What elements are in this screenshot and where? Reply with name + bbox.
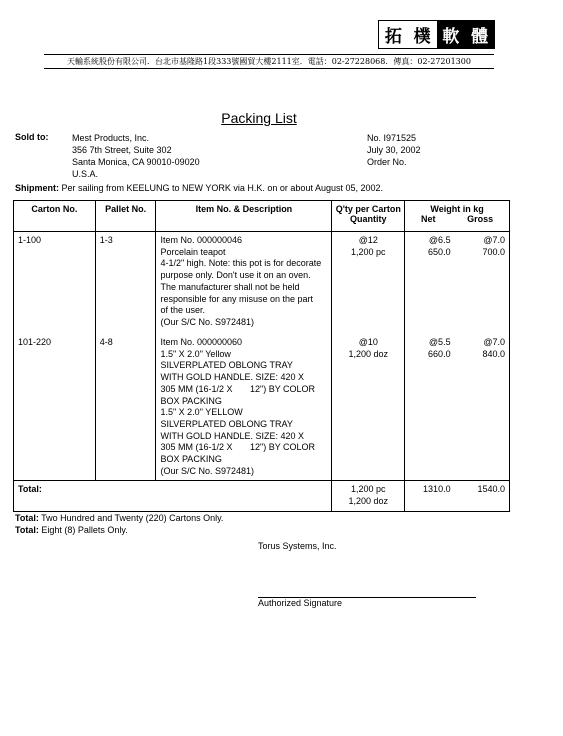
gross-weight-cell [455,232,509,334]
total-qty-doz: 1,200 doz [348,496,389,507]
shipment-text: Per sailing from KEELUNG to NEW YORK via H.K. on or about August 05, 2002. [61,183,384,193]
logo-char: 軟 [437,21,466,48]
address-line: 356 7th Street, Suite 302 [72,145,172,155]
gross-total: 840.0 [482,348,505,359]
pallet-cell: 4-8 [99,337,113,347]
header-quantity: Quantity [350,214,387,224]
gross-total: 700.0 [482,246,505,257]
description-line: responsible for any misuse on the part [160,293,314,304]
total-quantity [332,481,404,510]
description-line: SILVERPLATED OBLONG TRAY [160,418,293,429]
address-line: Santa Monica, CA 90010-09020 [72,157,200,167]
address-line: Mest Products, Inc. [72,133,150,143]
total-gross: 1540.0 [477,484,505,495]
carton-cell: 1-100 [18,235,42,245]
description-line: 1.5" X 2.0" Yellow [160,348,231,359]
packing-table [13,200,510,512]
description-line: SILVERPLATED OBLONG TRAY [160,360,293,371]
carton-cell: 101-220 [18,337,52,347]
description-line: Porcelain teapot [160,246,226,257]
description-cell [156,232,331,334]
description-line: The manufacturer shall not be held [160,281,300,292]
net-total: 650.0 [428,246,451,257]
total-net: 1310.0 [423,484,451,495]
header-rule-top [44,54,494,55]
description-line: BOX PACKING [160,395,222,406]
company-logo [378,20,495,49]
description-line: 4-1/2" high. Note: this pot is for decorate [160,258,322,269]
sold-to-address [72,132,200,180]
totals-block [15,512,223,536]
quantity: 1,200 doz [348,348,389,359]
shipment-line [15,183,383,193]
header-gross: Gross [467,214,494,224]
total-cartons-label: Total: [15,513,39,523]
total-qty-pc: 1,200 pc [351,484,386,495]
logo-char: 拓 [384,27,402,47]
sold-to-label: Sold to: [15,132,49,142]
total-pallets-label: Total: [15,525,39,535]
order-number: Order No. [367,157,407,167]
description-line: WITH GOLD HANDLE. SIZE: 420 X [160,372,305,383]
signature-label: Authorized Signature [258,598,343,608]
description-line: purpose only. Don't use it on an oven. [160,270,311,281]
header-net: Net [420,214,436,224]
net-weight-cell [405,232,454,334]
signature-company: Torus Systems, Inc. [258,541,337,551]
description-line: Item No. 000000046 [160,235,243,245]
total-cartons-text: Two Hundred and Twenty (220) Cartons Only. [41,513,224,523]
header-weight-kg: Weight in kg [430,204,484,214]
order-info [367,132,421,168]
header-qty [332,201,405,232]
gross-per-carton: @7.0 [483,337,505,347]
table-total-row [14,481,510,511]
shipment-label: Shipment: [15,183,59,193]
quantity-cell [332,334,404,363]
net-total: 660.0 [428,348,451,359]
description-cell [156,334,331,480]
logo-char: 體 [465,21,494,48]
gross-weight-cell [455,334,509,363]
header-pallet: Pallet No. [95,201,156,232]
quantity-cell [332,232,404,334]
description-line: 1.5" X 2.0" YELLOW [160,407,243,418]
pallet-cell: 1-3 [99,235,113,245]
description-line: BOX PACKING [160,454,222,465]
description-line: Item No. 000000060 [160,337,243,347]
header-rule-bottom [44,68,494,69]
description-line: WITH GOLD HANDLE. SIZE: 420 X [160,430,305,441]
table-header-row [14,201,510,232]
net-per-carton: @6.5 [428,235,451,245]
description-line: 305 MM (16-1/2 X 12") BY COLOR [160,383,316,394]
document-number: No. I971525 [367,133,417,143]
qty-per-carton: @10 [358,337,378,347]
document-title: Packing List [221,110,297,126]
address-line: U.S.A. [72,169,99,179]
header-carton: Carton No. [14,201,96,232]
header-qty-per-carton: Q'ty per Carton [335,204,401,214]
description-line: 305 MM (16-1/2 X 12") BY COLOR [160,442,316,453]
gross-per-carton: @7.0 [483,235,505,245]
total-pallets [15,524,223,536]
description-line: (Our S/C No. S972481) [160,465,255,476]
quantity: 1,200 pc [351,246,386,257]
net-weight-cell [405,334,454,363]
logo-char: 樸 [413,27,431,47]
header-item: Item No. & Description [156,201,332,232]
document-date: July 30, 2002 [367,145,421,155]
net-per-carton: @5.5 [428,337,451,347]
total-pallets-text: Eight (8) Pallets Only. [41,525,128,535]
description-line: of the user. [160,305,205,316]
table-body-row [14,232,510,481]
description-line: (Our S/C No. S972481) [160,316,255,327]
total-cartons [15,512,223,524]
header-weight [405,201,510,232]
qty-per-carton: @12 [358,235,378,245]
total-label: Total: [18,484,42,495]
company-info-line: 天輸系統股份有限公司．台北市基隆路1段333號國貿大樓2111室．電話：02-27228068．傳真：02-27201300 [67,57,471,66]
